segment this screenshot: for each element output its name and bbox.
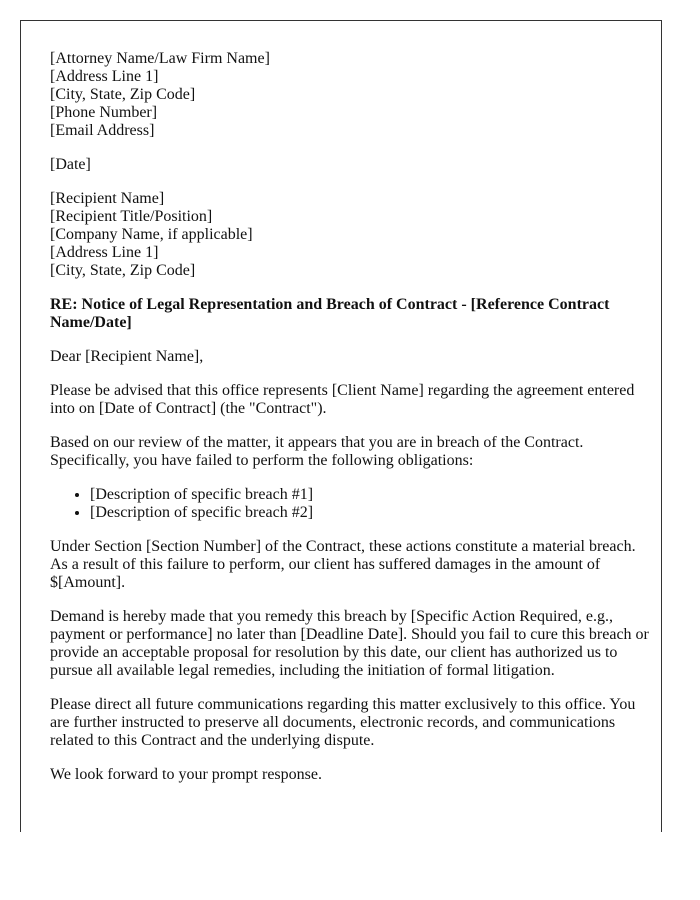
paragraph-breach-intro: Based on our review of the matter, it appears that you are in breach of the Contract. Specifically, you have failed to perform the following obligations:	[50, 434, 584, 469]
letter-page	[20, 20, 662, 832]
paragraph-closing: We look forward to your prompt response.	[50, 766, 322, 783]
recipient-address: [Address Line 1]	[50, 244, 159, 261]
sender-email: [Email Address]	[50, 122, 155, 139]
letter-date: [Date]	[50, 156, 91, 173]
sender-name: [Attorney Name/Law Firm Name]	[50, 50, 270, 67]
sender-city: [City, State, Zip Code]	[50, 86, 196, 103]
subject-line: RE: Notice of Legal Representation and Breach of Contract - [Reference Contract Name/Date]	[50, 296, 610, 331]
recipient-company: [Company Name, if applicable]	[50, 226, 253, 243]
recipient-city: [City, State, Zip Code]	[50, 262, 196, 279]
paragraph-demand: Demand is hereby made that you remedy this breach by [Specific Action Required, e.g., payment or performance] no later than [Deadline Date]. Should you fail to cure this breach or provide an acceptable proposal for resolution by this date, our client has authorized us to pursue all available legal remedies, including the initiation of formal litigation.	[50, 608, 649, 679]
recipient-title: [Recipient Title/Position]	[50, 208, 213, 225]
sender-address: [Address Line 1]	[50, 68, 159, 85]
paragraph-communications: Please direct all future communications regarding this matter exclusively to this office. You are further instructed to preserve all documents, electronic records, and communications related to this Contract and the underlying dispute.	[50, 696, 636, 749]
salutation: Dear [Recipient Name],	[50, 348, 204, 365]
paragraph-damages: Under Section [Section Number] of the Contract, these actions constitute a material breach. As a result of this failure to perform, our client has suffered damages in the amount of $[Amount].	[50, 538, 636, 591]
paragraph-representation: Please be advised that this office represents [Client Name] regarding the agreement entered into on [Date of Contract] (the "Contract").	[50, 382, 635, 417]
sender-phone: [Phone Number]	[50, 104, 158, 121]
breach-list	[50, 486, 661, 522]
list-item: • [Description of specific breach #1]	[90, 486, 661, 504]
recipient-block	[50, 190, 650, 280]
sender-block	[50, 50, 650, 140]
list-item: • [Description of specific breach #2]	[90, 504, 661, 522]
recipient-name: [Recipient Name]	[50, 190, 165, 207]
